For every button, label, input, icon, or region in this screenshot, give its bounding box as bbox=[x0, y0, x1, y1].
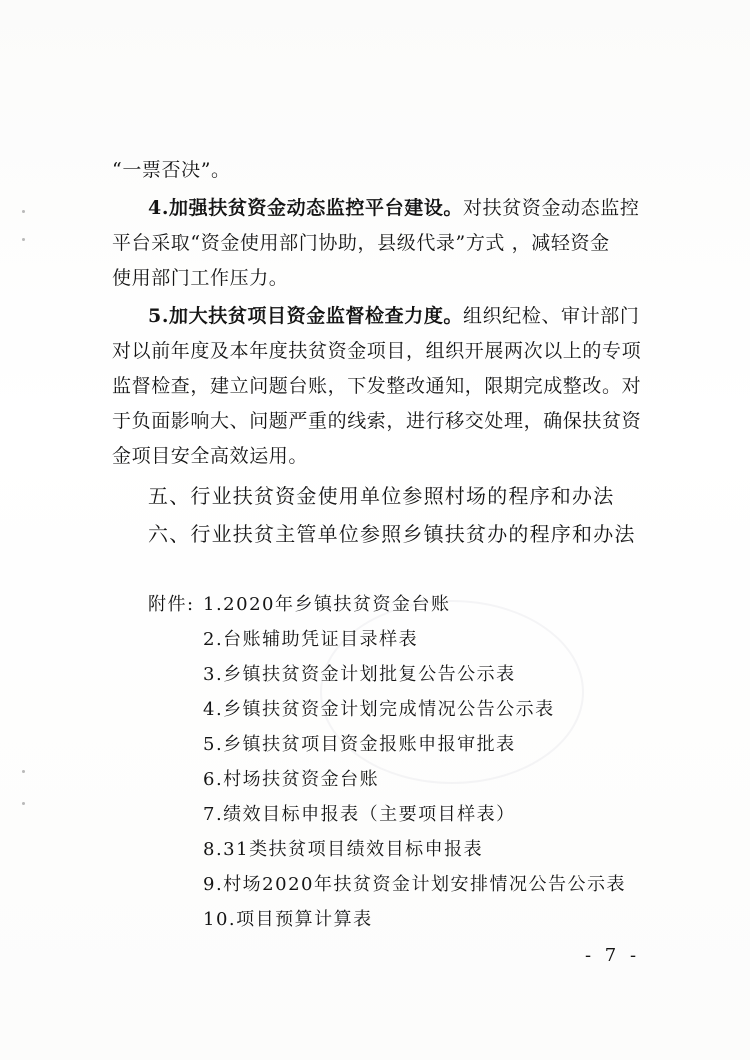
section-heading-6: 六、行业扶贫主管单位参照乡镇扶贫办的程序和办法 bbox=[148, 522, 636, 546]
paragraph-4-text: 对扶贫资金动态监控 bbox=[463, 197, 640, 219]
paragraph-5-line-3: 监督检查，建立问题台账，下发整改通知，限期完成整改。对 bbox=[112, 375, 642, 397]
attachment-item: 3.乡镇扶贫资金计划批复公告公示表 bbox=[203, 664, 516, 685]
attachment-item: 6.村场扶贫资金台账 bbox=[203, 769, 380, 790]
paragraph-5-line-4: 于负面影响大、问题严重的线索，进行移交处理，确保扶贫资 bbox=[112, 410, 642, 432]
scan-speck bbox=[22, 802, 25, 805]
paragraph-4-line-1 bbox=[148, 196, 639, 220]
paragraph-4-title: 4.加强扶贫资金动态监控平台建设。 bbox=[148, 197, 464, 219]
attachment-item: 2.台账辅助凭证目录样表 bbox=[203, 629, 419, 650]
scan-speck bbox=[22, 210, 25, 213]
page-number: - 7 - bbox=[585, 945, 641, 966]
paragraph-5-text: 组织纪检、审计部门 bbox=[463, 305, 640, 327]
paragraph-5-title: 5.加大扶贫项目资金监督检查力度。 bbox=[148, 305, 464, 327]
paragraph-5-line-2: 对以前年度及本年度扶贫资金项目，组织开展两次以上的专项 bbox=[112, 340, 642, 362]
paragraph-continuation: “一票否决”。 bbox=[112, 159, 231, 181]
attachment-item: 8.31类扶贫项目绩效目标申报表 bbox=[203, 839, 484, 860]
attachment-item: 4.乡镇扶贫资金计划完成情况公告公示表 bbox=[203, 699, 555, 720]
attachment-item: 10.项目预算计算表 bbox=[203, 909, 373, 930]
attachment-label: 附件: bbox=[148, 594, 195, 615]
attachment-item: 5.乡镇扶贫项目资金报账申报审批表 bbox=[203, 734, 516, 755]
scan-speck bbox=[22, 238, 25, 241]
attachment-item: 1.2020年乡镇扶贫资金台账 bbox=[203, 594, 451, 615]
paragraph-4-line-2: 平台采取“资金使用部门协助，县级代录”方式 ，减轻资金 bbox=[112, 232, 610, 254]
paragraph-5-line-5: 金项目安全高效运用。 bbox=[112, 445, 309, 467]
scan-speck bbox=[22, 770, 25, 773]
paragraph-5-line-1 bbox=[148, 304, 639, 328]
attachment-item: 7.绩效目标申报表（主要项目样表） bbox=[203, 804, 516, 825]
attachment-item: 9.村场2020年扶贫资金计划安排情况公告公示表 bbox=[203, 874, 626, 895]
paragraph-4-line-3: 使用部门工作压力。 bbox=[112, 267, 289, 289]
section-heading-5: 五、行业扶贫资金使用单位参照村场的程序和办法 bbox=[148, 484, 615, 508]
